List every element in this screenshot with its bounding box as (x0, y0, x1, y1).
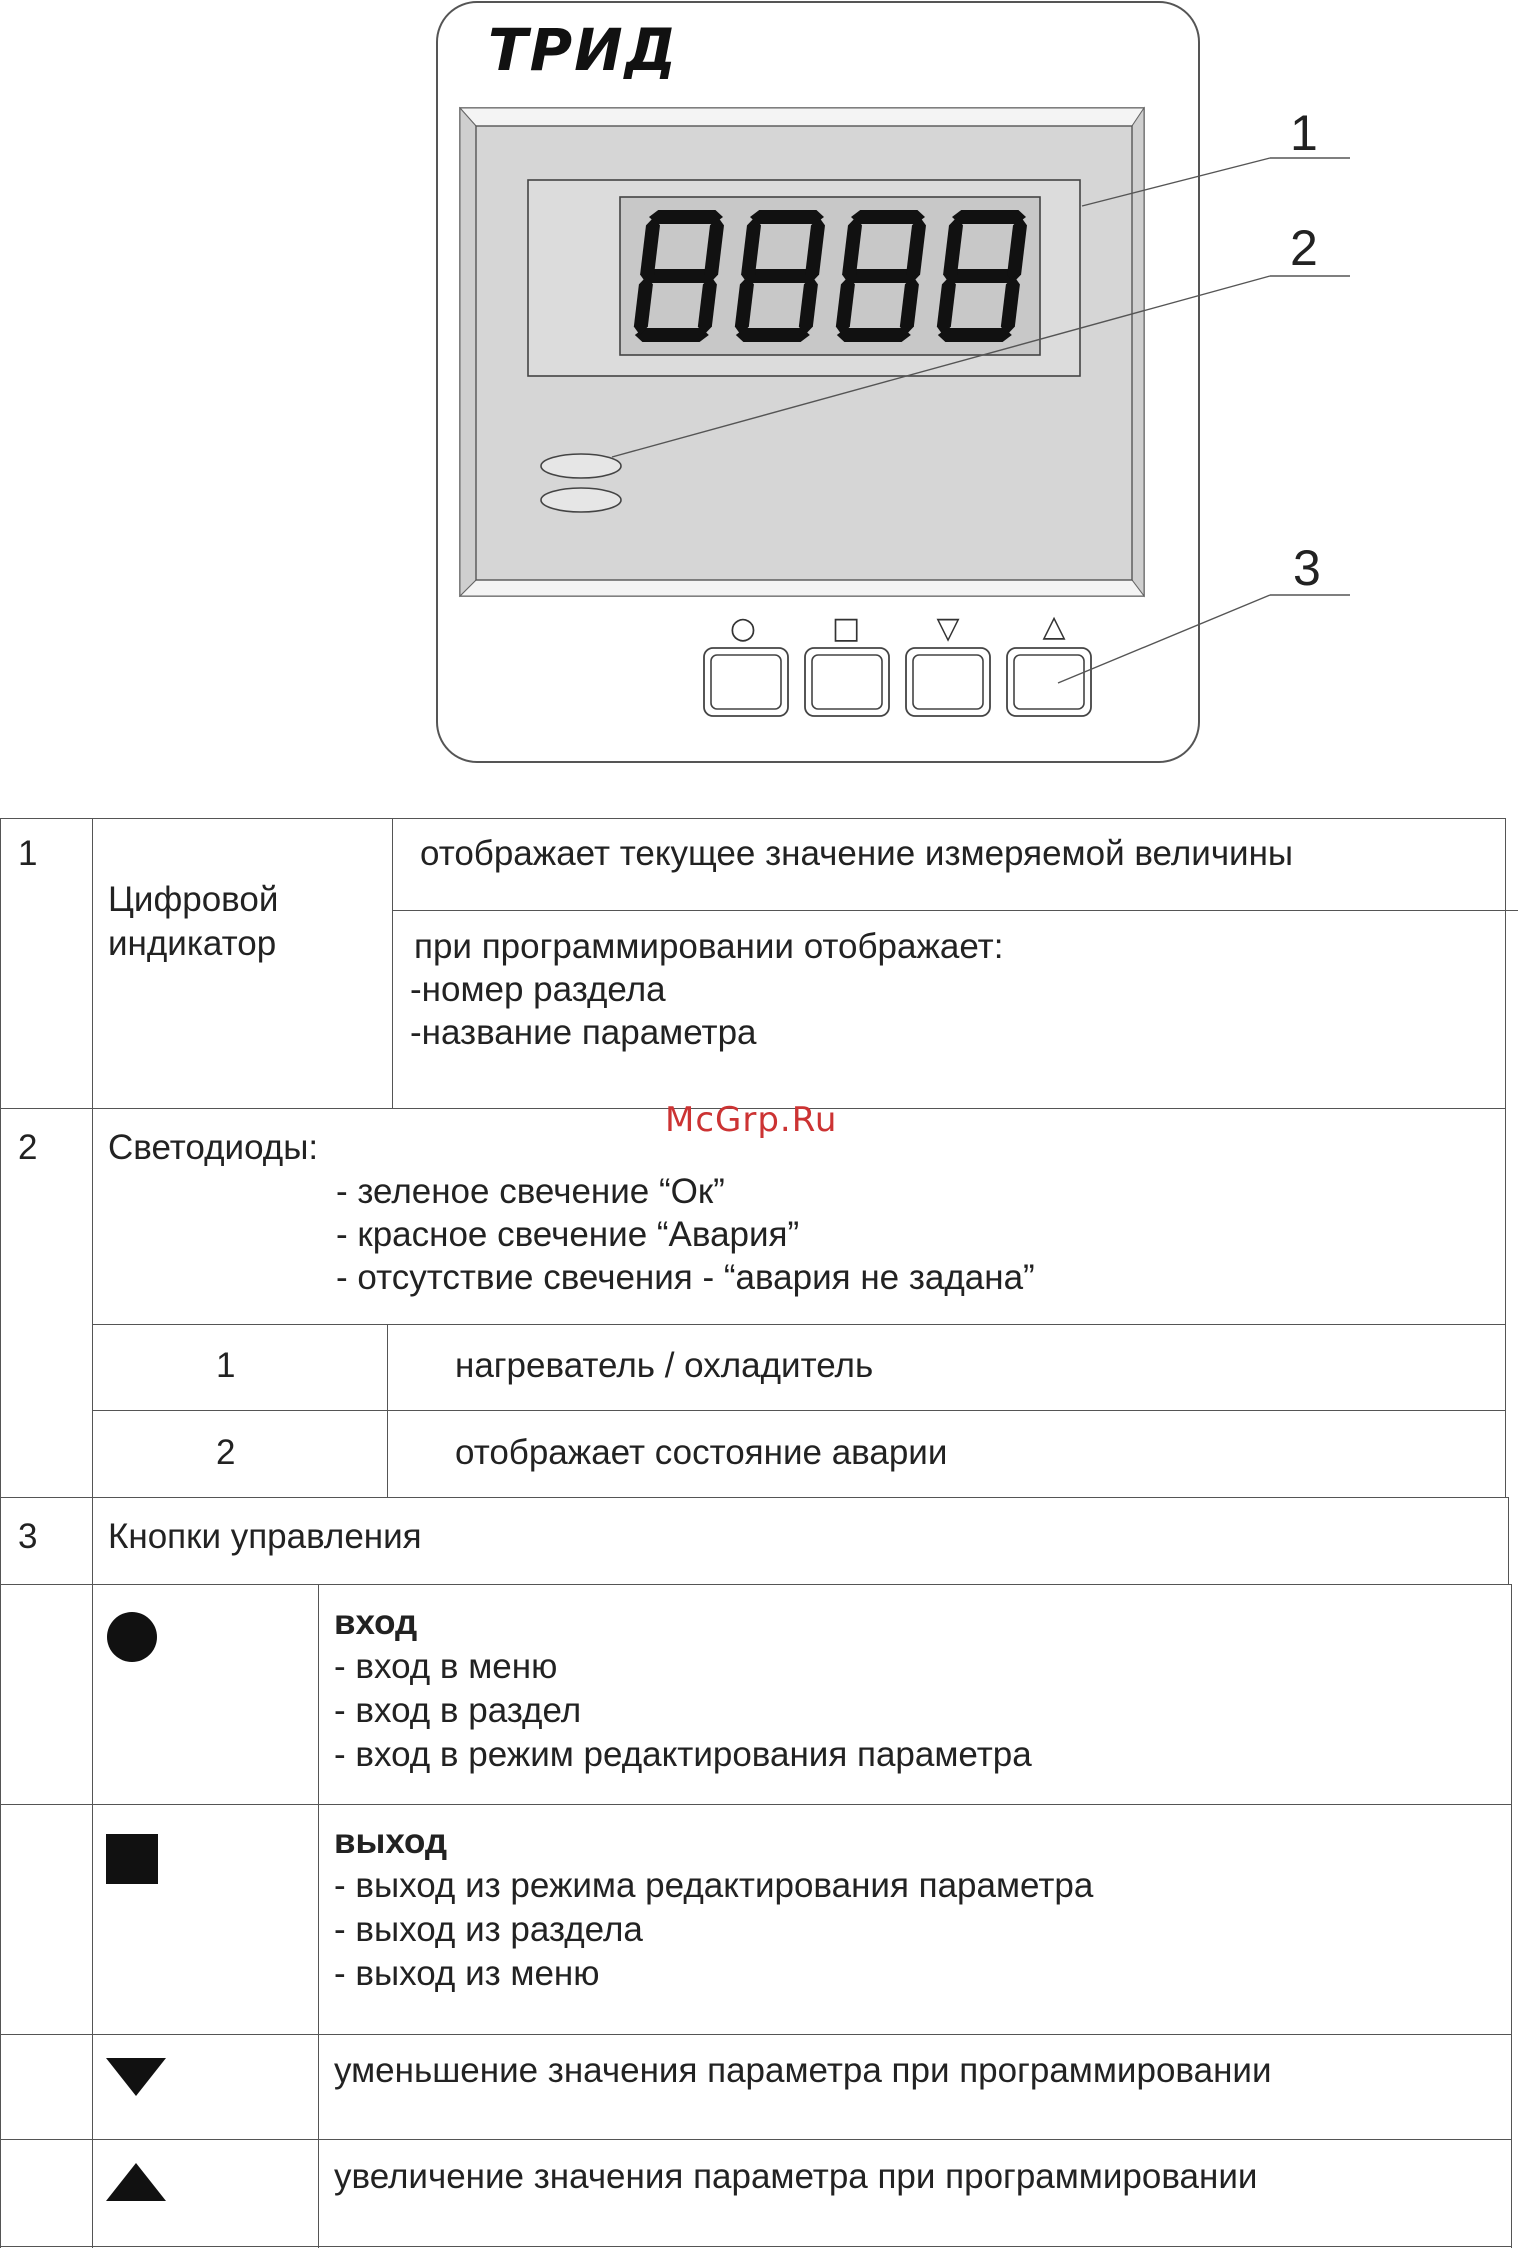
exit-heading: выход (334, 1822, 448, 1861)
row-2-sub-1-number: 1 (216, 1346, 236, 1385)
brand-logo: ТРИД (488, 16, 679, 84)
row-2-bullet-red: - красное свечение “Авария” (336, 1215, 800, 1254)
row-2-bullet-green: - зеленое свечение “Ок” (336, 1172, 725, 1211)
digit-1-segment-d (635, 328, 709, 342)
row-2-bullet-none: - отсутствие свечения - “авария не задана” (336, 1258, 1035, 1297)
row-1-desc-parameter-name: -название параметра (410, 1013, 757, 1052)
filled-triangle-up-icon (106, 2163, 166, 2201)
up-button[interactable] (1007, 648, 1091, 716)
button-symbol-enter: ○ (729, 611, 757, 646)
row-2-title: Светодиоды: (108, 1128, 319, 1167)
callout-3: 3 (1293, 540, 1321, 596)
enter-line-1: - вход в меню (334, 1647, 558, 1686)
row-3-title: Кнопки управления (108, 1517, 422, 1556)
digit-2-segment-a (750, 210, 824, 224)
digit-3-segment-d (837, 328, 911, 342)
up-description: увеличение значения параметра при программировании (334, 2157, 1258, 2196)
exit-line-2: - выход из раздела (334, 1910, 643, 1949)
exit-button[interactable] (805, 648, 889, 716)
enter-button[interactable] (704, 648, 788, 716)
row-2-sub-2-text: отображает состояние аварии (455, 1433, 948, 1472)
digit-4-segment-d (938, 328, 1012, 342)
filled-triangle-down-icon (106, 2058, 166, 2096)
row-1-desc-section-number: -номер раздела (410, 970, 666, 1009)
device-front-panel-figure (0, 0, 1518, 780)
row-1-desc-current-value: отображает текущее значение измеряемой величины (420, 834, 1294, 873)
digit-4-segment-a (952, 210, 1026, 224)
enter-line-3: - вход в режим редактирования параметра (334, 1735, 1032, 1774)
down-button[interactable] (906, 648, 990, 716)
digit-1-segment-a (649, 210, 723, 224)
watermark: McGrp.Ru (665, 1100, 838, 1140)
button-symbol-down: ▽ (936, 611, 960, 646)
exit-line-3: - выход из меню (334, 1954, 600, 1993)
row-2-sub-1-text: нагреватель / охладитель (455, 1346, 874, 1385)
callout-1: 1 (1290, 105, 1318, 161)
row-1-title-line-2: индикатор (108, 924, 277, 963)
led-1 (541, 454, 621, 478)
button-symbol-up: △ (1042, 609, 1066, 644)
callout-2: 2 (1290, 220, 1318, 276)
down-description: уменьшение значения параметра при программировании (334, 2051, 1272, 2090)
button-symbol-exit: □ (831, 611, 861, 646)
row-2-sub-2-number: 2 (216, 1433, 236, 1472)
row-3-number: 3 (18, 1517, 38, 1556)
row-1-title-line-1: Цифровой (108, 880, 279, 919)
digit-3-segment-a (851, 210, 925, 224)
filled-square-icon (106, 1834, 158, 1884)
enter-heading: вход (334, 1603, 418, 1642)
enter-line-2: - вход в раздел (334, 1691, 582, 1730)
digit-2-segment-d (736, 328, 810, 342)
row-1-number: 1 (18, 834, 38, 873)
filled-circle-icon (105, 1610, 159, 1664)
exit-line-1: - выход из режима редактирования параметра (334, 1866, 1094, 1905)
row-2-number: 2 (18, 1128, 38, 1167)
row-1-desc-programming: при программировании отображает: (414, 927, 1004, 966)
led-2 (541, 488, 621, 512)
